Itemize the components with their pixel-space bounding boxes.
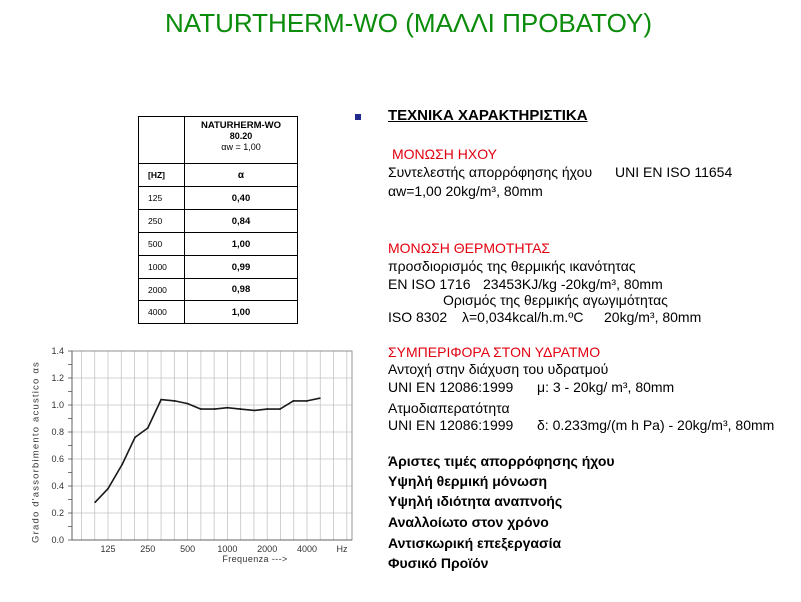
sound-value: αw=1,00 20kg/m³, 80mm xyxy=(388,183,543,199)
data-point xyxy=(200,408,202,410)
thermal-conductivity-label: Ορισμός της θερμικής αγωγιμότητας xyxy=(443,292,668,308)
sound-coefficient-label: Συντελεστής απορρόφησης ήχου xyxy=(388,164,593,180)
data-point xyxy=(214,408,216,410)
x-tick-label: 500 xyxy=(180,544,196,554)
data-point xyxy=(187,403,189,405)
table-cell-alpha: 0,40 xyxy=(185,187,298,210)
absorption-chart xyxy=(20,336,360,572)
vapour-behaviour-title: ΣΥΜΠΕΡΙΦΟΡΑ ΣΤΟΝ ΥΔΡΑΤΜΟ xyxy=(388,344,601,360)
vapour-permeability-value: δ: 0.233mg/(m h Pa) - 20kg/m³, 80mm xyxy=(537,417,775,433)
x-unit-label: Hz xyxy=(336,544,348,554)
thermal-insulation-title: ΜΟΝΩΣΗ ΘΕΡΜΟΤΗΤΑΣ xyxy=(388,240,551,256)
x-tick-label: 125 xyxy=(100,544,116,554)
data-point xyxy=(306,400,308,402)
sound-insulation-title: ΜΟΝΩΣΗ ΗΧΟΥ xyxy=(392,146,498,162)
table-cell-alpha: 1,00 xyxy=(185,301,298,324)
thermal-conductivity-standard: ISO 8302 xyxy=(388,309,448,325)
table-cell-frequency: 125 xyxy=(139,187,185,210)
vapour-permeability-label: Ατμοδιαπερατότητα xyxy=(388,400,510,416)
data-point xyxy=(94,501,96,503)
x-tick-label: 2000 xyxy=(257,544,278,554)
data-point xyxy=(107,488,109,490)
y-tick-label: 1.2 xyxy=(51,373,64,383)
x-axis-title: Frequenza ---> xyxy=(222,554,288,564)
feature-item: Υψηλή θερμική μόνωση xyxy=(388,473,548,489)
data-point xyxy=(319,397,321,399)
y-tick-label: 0.4 xyxy=(51,481,64,491)
data-point xyxy=(253,410,255,412)
vapour-resistance-standard: UNI EN 12086:1999 xyxy=(388,379,514,395)
column-header-alpha: α xyxy=(185,164,298,187)
thermal-capacity-label: προσδιορισμός της θερμικής ικανότητας xyxy=(388,258,636,274)
data-point xyxy=(239,408,241,410)
product-code: NATURHERM-WO xyxy=(200,120,282,131)
y-tick-label: 0.2 xyxy=(51,508,64,518)
data-point xyxy=(174,400,176,402)
feature-item: Αντισκωρική επεξεργασία xyxy=(388,535,562,551)
data-point xyxy=(121,464,123,466)
data-point xyxy=(227,407,229,409)
product-alpha-w: αw = 1,00 xyxy=(221,142,261,152)
vapour-permeability-standard: UNI EN 12086:1999 xyxy=(388,417,514,433)
table-cell-frequency: 4000 xyxy=(139,301,185,324)
data-point xyxy=(147,427,149,429)
table-cell-alpha: 0,99 xyxy=(185,256,298,279)
square-bullet-icon xyxy=(355,114,361,120)
sound-standard: UNI EN ISO 11654 xyxy=(615,164,733,180)
plot-frame xyxy=(72,351,352,540)
section-heading: ΤΕΧΝΙΚΑ ΧΑΡΑΚΤΗΡΙΣΤΙΚΑ xyxy=(388,107,588,124)
table-cell-alpha: 0,84 xyxy=(185,210,298,233)
feature-item: Φυσικό Προϊόν xyxy=(388,555,489,571)
absorption-table xyxy=(138,116,298,324)
y-tick-label: 0.8 xyxy=(51,427,64,437)
feature-item: Αναλλοίωτο στον χρόνο xyxy=(388,514,549,530)
data-point xyxy=(266,408,268,410)
feature-item: Υψηλή ιδιότητα αναπνοής xyxy=(388,493,563,509)
table-cell-frequency: 1000 xyxy=(139,256,185,279)
data-point xyxy=(292,400,294,402)
slide-title: NATURTHERM-WO (ΜΑΛΛΙ ΠΡΟΒΑΤΟΥ) xyxy=(165,8,652,38)
table-corner-cell xyxy=(139,117,185,164)
y-tick-label: 1.4 xyxy=(51,346,64,356)
thermal-capacity-standard: EN ISO 1716 xyxy=(388,276,471,292)
data-point xyxy=(160,399,162,401)
table-cell-frequency: 500 xyxy=(139,233,185,256)
y-axis-title: Grado d'assorbimento acustico αs xyxy=(30,361,42,543)
table-product-header xyxy=(185,117,298,164)
column-header-hz: [HZ] xyxy=(139,164,185,187)
vapour-resistance-value: μ: 3 - 20kg/ m³, 80mm xyxy=(537,379,675,395)
x-tick-label: 250 xyxy=(140,544,156,554)
data-point xyxy=(134,437,136,439)
thermal-conductivity-value: λ=0,034kcal/h.m.ºC xyxy=(462,309,584,325)
y-tick-label: 0.6 xyxy=(51,454,64,464)
thermal-capacity-value: 23453KJ/kg -20kg/m³, 80mm xyxy=(483,276,663,292)
table-cell-frequency: 250 xyxy=(139,210,185,233)
x-tick-label: 4000 xyxy=(296,544,318,554)
series-line xyxy=(95,398,320,502)
table-cell-frequency: 2000 xyxy=(139,279,185,301)
table-cell-alpha: 1,00 xyxy=(185,233,298,256)
y-tick-label: 1.0 xyxy=(51,400,64,410)
product-density: 80.20 xyxy=(229,131,253,141)
x-tick-label: 1000 xyxy=(217,544,238,554)
y-tick-label: 0.0 xyxy=(51,535,64,545)
table-cell-alpha: 0,98 xyxy=(185,279,298,301)
thermal-conductivity-density: 20kg/m³, 80mm xyxy=(604,309,702,325)
vapour-resistance-label: Αντοχή στην διάχυση του υδρατμού xyxy=(388,361,609,377)
data-point xyxy=(279,408,281,410)
feature-item: Άριστες τιμές απορρόφησης ήχου xyxy=(388,453,615,469)
